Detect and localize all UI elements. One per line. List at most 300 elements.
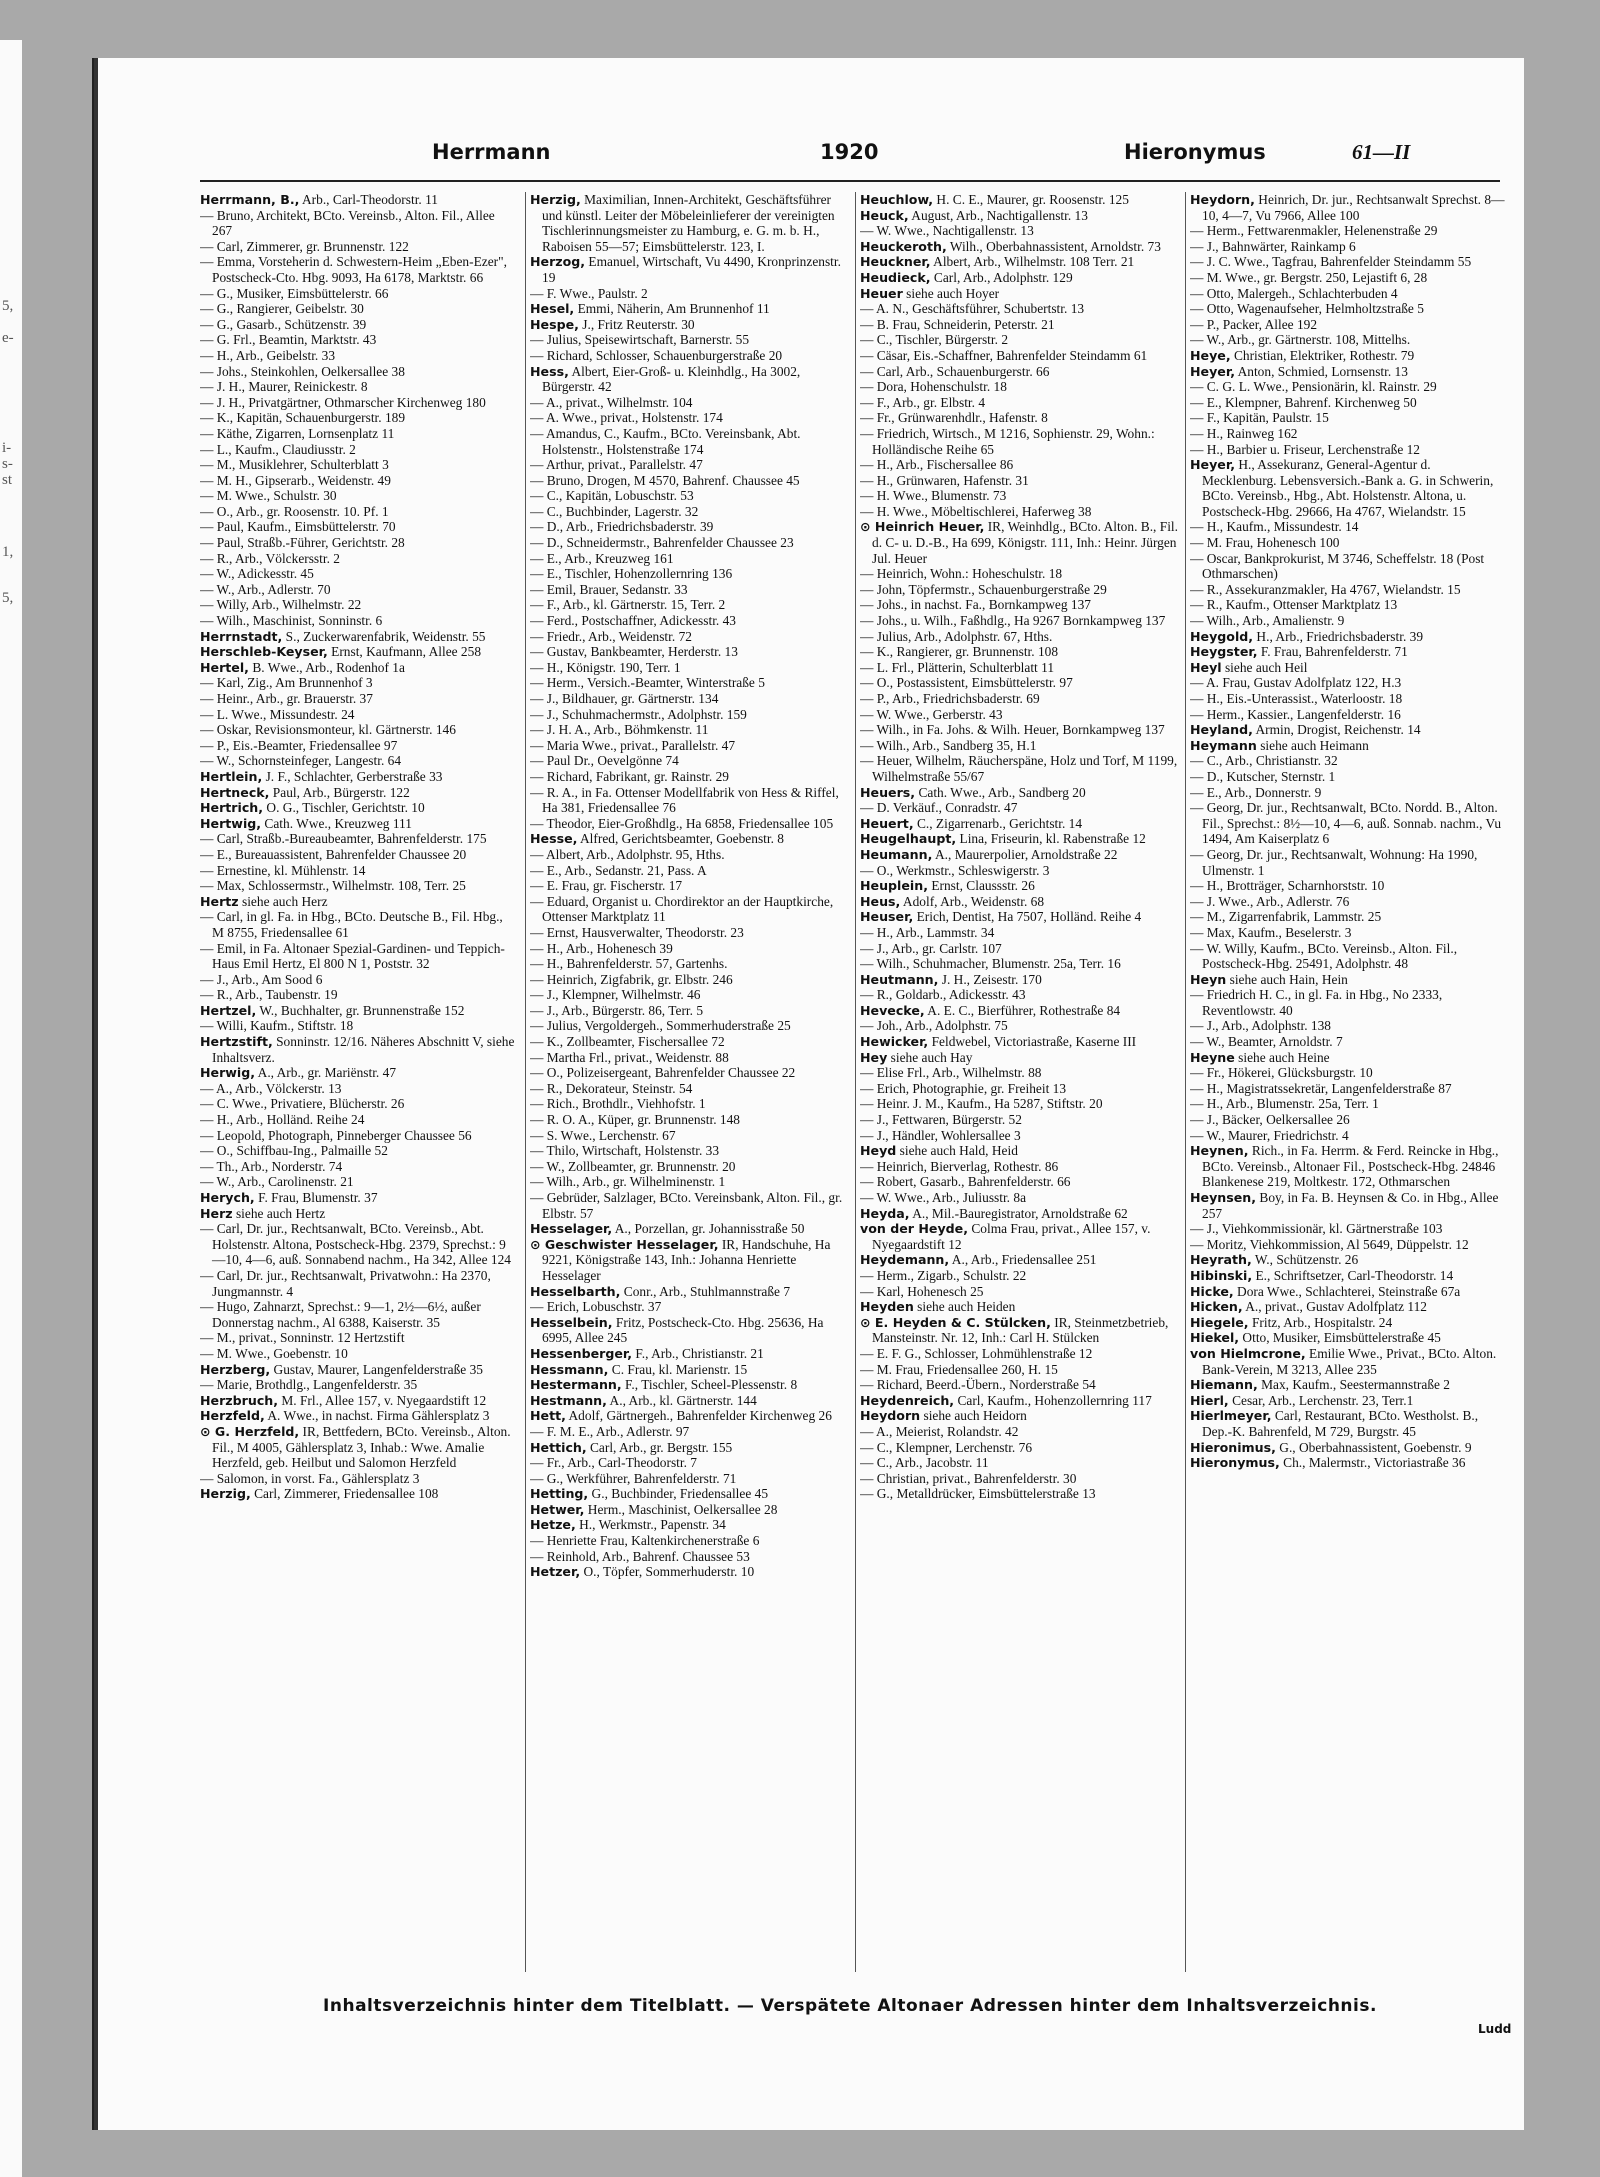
entry-surname: ⊙ Heinrich Heuer,: [860, 519, 985, 535]
entry-details: — Carl, in gl. Fa. in Hbg., BCto. Deutsche B., Fil. Hbg., M 8755, Friedensallee 61: [200, 909, 503, 940]
entry-details: — Johs., in nachst. Fa., Bornkampweg 137: [860, 597, 1091, 613]
directory-entry: [860, 410, 1178, 426]
directory-entry: [860, 254, 1178, 270]
entry-surname: Heumann,: [860, 846, 933, 862]
directory-entry: [1190, 925, 1508, 941]
directory-entry: [1190, 1221, 1508, 1237]
entry-details: H., Assekuranz, General-Agentur d. Mecklenburg. Lebensversich.-Bank a. G. in Schwerin, BCto. Vereinsb., Hbg., Abt. Holstenstr. Altona, u. Postscheck-Hbg. 29666, Ha 4767, Wielandstr. 15: [1202, 457, 1494, 519]
directory-entry: [860, 1315, 1178, 1346]
entry-details: Fritz, Arb., Hospitalstr. 24: [1248, 1314, 1393, 1330]
directory-entry: [530, 878, 848, 894]
directory-entry: [530, 286, 848, 302]
entry-surname: Hessmann,: [530, 1361, 609, 1377]
directory-entry: [860, 660, 1178, 676]
directory-entry: [1190, 1128, 1508, 1144]
entry-surname: Hiegele,: [1190, 1314, 1249, 1330]
directory-entry: [860, 738, 1178, 754]
entry-details: — M. Frau, Hohenesch 100: [1190, 535, 1340, 551]
directory-entry: [530, 1408, 848, 1424]
entry-surname: Herzig,: [530, 192, 581, 207]
directory-entry: [860, 831, 1178, 847]
directory-entry: [860, 286, 1178, 302]
entry-surname: Herrnstadt,: [200, 628, 283, 644]
directory-entry: [860, 909, 1178, 925]
directory-entry: [200, 1471, 518, 1487]
directory-entry: [1190, 707, 1508, 723]
directory-entry: [530, 644, 848, 660]
entry-details: C. Frau, kl. Marienstr. 15: [608, 1361, 748, 1377]
directory-entry: [200, 535, 518, 551]
entry-details: — Th., Arb., Norderstr. 74: [200, 1158, 343, 1174]
entry-details: — Arthur, privat., Parallelstr. 47: [530, 457, 703, 473]
entry-details: W., Buchhalter, gr. Brunnenstraße 152: [256, 1002, 465, 1018]
directory-entry: [530, 1050, 848, 1066]
directory-entry: [1190, 753, 1508, 769]
entry-details: — J., Bildhauer, gr. Gärtnerstr. 134: [530, 691, 719, 706]
directory-entry: [860, 1486, 1178, 1502]
entry-details: — D., Kutscher, Sternstr. 1: [1190, 768, 1336, 784]
entry-details: — P., Arb., Friedrichsbaderstr. 69: [860, 691, 1040, 706]
entry-details: — Georg, Dr. jur., Rechtsanwalt, Wohnung: Ha 1990, Ulmenstr. 1: [1190, 846, 1478, 878]
directory-entry: [1190, 1190, 1508, 1221]
entry-details: — Herm., Zigarb., Schulstr. 22: [860, 1267, 1027, 1283]
directory-entry: [860, 785, 1178, 801]
directory-entry: [1190, 192, 1508, 223]
entry-details: — S. Wwe., Lerchenstr. 67: [530, 1127, 676, 1143]
entry-details: H. C. E., Maurer, gr. Roosenstr. 125: [933, 192, 1129, 207]
entry-details: Adolf, Gärtnergeh., Bahrenfelder Kirchenweg 26: [565, 1408, 832, 1424]
entry-details: — H., Arb., Blumenstr. 25a, Terr. 1: [1190, 1096, 1379, 1112]
entry-details: — W., Maurer, Friedrichstr. 4: [1190, 1127, 1349, 1143]
previous-page-edge: [0, 40, 22, 2177]
entry-details: — J., Fettwaren, Bürgerstr. 52: [860, 1112, 1022, 1128]
entry-details: siehe auch Herz: [238, 893, 328, 909]
directory-entry: [530, 1564, 848, 1580]
directory-entry: [860, 270, 1178, 286]
entry-details: Albert, Eier-Groß- u. Kleinhdlg., Ha 3002, Bürgerstr. 42: [542, 363, 801, 395]
directory-entry: [200, 644, 518, 660]
entry-details: — H. Wwe., Blumenstr. 73: [860, 488, 1007, 504]
directory-entry: [860, 519, 1178, 566]
entry-surname: Hesselager,: [530, 1221, 613, 1237]
entry-surname: ⊙ Geschwister Hesselager,: [530, 1236, 719, 1252]
entry-details: E., Schriftsetzer, Carl-Theodorstr. 14: [1252, 1267, 1454, 1283]
directory-entry: [200, 239, 518, 255]
entry-details: — R. A., in Fa. Ottenser Modellfabrik von Hess & Riffel, Ha 381, Friedensallee 76: [530, 784, 839, 816]
directory-entry: [860, 1362, 1178, 1378]
directory-entry: [530, 1533, 848, 1549]
entry-surname: Hey: [860, 1049, 888, 1065]
entry-details: Maximilian, Innen-Architekt, Geschäftsführer und künstl. Leiter der Möbeleinlieferer der vereinigten Tischlerinnungsmeister zu Hamburg, e. G. m. b. H., Raboisen 55—57; Eimsbüttelerstr. 123, I.: [542, 192, 835, 254]
entry-details: — O., Arb., gr. Roosenstr. 10. Pf. 1: [200, 503, 389, 519]
entry-details: — Wilh., Arb., gr. Wilhelminenstr. 1: [530, 1174, 726, 1190]
directory-entry: [200, 332, 518, 348]
entry-details: — Richard, Beerd.-Übern., Norderstraße 54: [860, 1377, 1096, 1393]
directory-entry: [200, 1112, 518, 1128]
entry-surname: Hieronimus,: [1190, 1439, 1276, 1455]
entry-details: — Henriette Frau, Kaltenkirchenerstraße 6: [530, 1533, 760, 1549]
directory-entry: [860, 1159, 1178, 1175]
entry-details: — M. Wwe., gr. Bergstr. 250, Lejastift 6, 28: [1190, 269, 1428, 285]
entry-details: — C., Arb., Jacobstr. 11: [860, 1455, 989, 1471]
directory-entry: [530, 1128, 848, 1144]
entry-details: Christian, Elektriker, Rothestr. 79: [1230, 347, 1415, 363]
entry-details: — Carl, Arb., Schauenburgerstr. 66: [860, 363, 1050, 379]
entry-surname: Heygster,: [1190, 644, 1258, 660]
directory-entry: [200, 317, 518, 333]
entry-details: — Heinrich, Bierverlag, Rothestr. 86: [860, 1158, 1059, 1174]
entry-details: — Richard, Schlosser, Schauenburgerstraße 20: [530, 347, 783, 363]
entry-surname: Heyda,: [860, 1205, 910, 1221]
entry-details: Alfred, Gerichtsbeamter, Goebenstr. 8: [577, 831, 784, 847]
entry-details: — K., Rangierer, gr. Brunnenstr. 108: [860, 644, 1059, 660]
directory-entry: [860, 1128, 1178, 1144]
entry-details: — H., Arb., Lammstr. 34: [860, 924, 995, 940]
entry-details: — Carl, Straßb.-Bureaubeamter, Bahrenfelderstr. 175: [200, 831, 487, 847]
entry-details: — R., Arb., Völckersstr. 2: [200, 550, 340, 566]
directory-entry: [530, 972, 848, 988]
directory-entry: [1190, 270, 1508, 286]
directory-entry: [860, 364, 1178, 380]
entry-surname: Hiekel,: [1190, 1330, 1240, 1346]
entry-details: siehe auch Hay: [887, 1049, 973, 1065]
directory-entry: [1190, 426, 1508, 442]
entry-surname: Heugelhaupt,: [860, 831, 957, 847]
directory-entry: [530, 1455, 848, 1471]
entry-details: — Moritz, Viehkommission, Al 5649, Düppelstr. 12: [1190, 1236, 1469, 1252]
entry-surname: Herwig,: [200, 1065, 256, 1081]
entry-surname: Hierl,: [1190, 1392, 1229, 1408]
directory-entry: [530, 1440, 848, 1456]
entry-details: — Emma, Vorsteherin d. Schwestern-Heim „Eben-Ezer", Postscheck-Cto. Hbg. 9093, Ha 6178, Marktstr. 66: [200, 254, 507, 285]
directory-entry: [200, 1377, 518, 1393]
entry-surname: Hestmann,: [530, 1392, 607, 1408]
directory-entry: [200, 410, 518, 426]
directory-entry: [860, 722, 1178, 738]
directory-entry: [200, 442, 518, 458]
directory-entry: [860, 629, 1178, 645]
directory-entry: [860, 1455, 1178, 1471]
entry-surname: Hesel,: [530, 301, 575, 317]
directory-entry: [1190, 1018, 1508, 1034]
entry-details: — H., Arb., Holländ. Reihe 24: [200, 1112, 365, 1128]
entry-details: — C., Klempner, Lerchenstr. 76: [860, 1439, 1033, 1455]
entry-details: Wilh., Oberbahnassistent, Arnoldstr. 73: [946, 238, 1161, 254]
entry-details: — Karl, Hohenesch 25: [860, 1283, 984, 1299]
directory-entry: [860, 301, 1178, 317]
entry-details: IR, Bettfedern, BCto. Vereinsb., Alton. Fil., M 4005, Gählersplatz 3, Inhab.: Wwe. Amalie Herzfeld, geb. Heilbut und Salomon Herzfeld: [212, 1423, 511, 1471]
entry-details: — W., Arb., gr. Gärtnerstr. 108, Mittelhs.: [1190, 332, 1411, 348]
directory-entry: [200, 208, 518, 239]
directory-entry: [1190, 364, 1508, 380]
directory-entry: [200, 1486, 518, 1502]
entry-details: — Wilh., Maschinist, Sonninstr. 6: [200, 613, 383, 629]
directory-entry: [1190, 1237, 1508, 1253]
entry-details: — Johs., Steinkohlen, Oelkersallee 38: [200, 363, 405, 379]
entry-details: — A., Arb., Völckerstr. 13: [200, 1080, 342, 1096]
prev-page-mark: 1,: [2, 544, 14, 560]
directory-entry: [200, 551, 518, 567]
directory-entry: [860, 457, 1178, 473]
entry-details: — M. Wwe., Goebenstr. 10: [200, 1345, 348, 1361]
entry-details: Emilie Wwe., Privat., BCto. Alton. Bank-Verein, M 3213, Allee 235: [1202, 1345, 1497, 1377]
directory-entry: [1190, 286, 1508, 302]
entry-details: — R., Arb., Taubenstr. 19: [200, 987, 338, 1003]
directory-entry: [530, 1377, 848, 1393]
entry-details: — J., Klempner, Wilhelmstr. 46: [530, 987, 701, 1003]
directory-entry: [200, 675, 518, 691]
directory-entry: [1190, 1268, 1508, 1284]
directory-entry: [860, 192, 1178, 208]
entry-details: A., Porzellan, gr. Johannisstraße 50: [612, 1221, 805, 1237]
entry-details: — J. H., Privatgärtner, Othmarscher Kirchenweg 180: [200, 394, 486, 410]
directory-entry: [860, 1050, 1178, 1066]
entry-details: — Friedr., Arb., Weidenstr. 72: [530, 628, 692, 644]
directory-entry: [1190, 519, 1508, 535]
entry-details: — Emil, in Fa. Altonaer Spezial-Gardinen- und Teppich-Haus Emil Hertz, El 800 N 1, Poststr. 32: [200, 940, 505, 972]
entry-details: — E., Arb., Sedanstr. 21, Pass. A: [530, 862, 707, 878]
directory-entry: [530, 566, 848, 582]
entry-details: — Joh., Arb., Adolphstr. 75: [860, 1018, 1008, 1034]
entry-details: — D. Verkäuf., Conradstr. 47: [860, 800, 1018, 816]
entry-details: — E. Frau, gr. Fischerstr. 17: [530, 878, 683, 894]
entry-details: — A. Frau, Gustav Adolfplatz 122, H.3: [1190, 675, 1402, 691]
directory-entry: [1190, 1393, 1508, 1409]
entry-details: A., privat., Gustav Adolfplatz 112: [1242, 1299, 1427, 1315]
directory-entry: [530, 894, 848, 925]
directory-entry: [860, 1299, 1178, 1315]
entry-details: siehe auch Heiden: [913, 1299, 1016, 1315]
entry-details: August, Arb., Nachtigallenstr. 13: [908, 207, 1088, 223]
entry-details: — J. Wwe., Arb., Adlerstr. 76: [1190, 893, 1350, 909]
entry-details: — Albert, Arb., Adolphstr. 95, Hths.: [530, 846, 725, 862]
entry-details: — Fr., Hökerei, Glücksburgstr. 10: [1190, 1065, 1373, 1081]
entry-details: — Theodor, Eier-Großhdlg., Ha 6858, Friedensallee 105: [530, 815, 834, 831]
directory-entry: [1190, 1050, 1508, 1066]
entry-details: Conr., Arb., Stuhlmannstraße 7: [620, 1283, 791, 1299]
entry-surname: Heuckner,: [860, 254, 931, 270]
entry-details: siehe auch Heil: [1221, 659, 1308, 675]
entry-details: — Erich, Lobuschstr. 37: [530, 1299, 662, 1315]
directory-entry: [1190, 644, 1508, 660]
entry-surname: Hicken,: [1190, 1299, 1243, 1315]
header-first-name: Herrmann: [432, 140, 551, 164]
entry-details: — C. Wwe., Privatiere, Blücherstr. 26: [200, 1096, 405, 1112]
entry-surname: Heye,: [1190, 347, 1231, 363]
entry-details: — H., Rainweg 162: [1190, 425, 1298, 441]
entry-surname: Hesselbarth,: [530, 1283, 621, 1299]
entry-details: O. G., Tischler, Gerichtstr. 10: [263, 800, 425, 816]
entry-details: — C. G. L. Wwe., Pensionärin, kl. Rainstr. 29: [1190, 379, 1437, 395]
entry-details: — Carl, Dr. jur., Rechtsanwalt, Privatwohn.: Ha 2370, Jungmannstr. 4: [200, 1267, 491, 1299]
directory-entry: [1190, 254, 1508, 270]
entry-details: — J., Viehkommissionär, kl. Gärtnerstraße 103: [1190, 1221, 1443, 1237]
entry-surname: Hierlmeyer,: [1190, 1408, 1272, 1424]
directory-entry: [860, 395, 1178, 411]
entry-details: — W., Beamter, Arnoldstr. 7: [1190, 1034, 1343, 1050]
entry-details: — F., Arb., gr. Elbstr. 4: [860, 394, 986, 410]
entry-details: Max, Kaufm., Seestermannstraße 2: [1257, 1377, 1450, 1393]
entry-details: Fritz, Postscheck-Cto. Hbg. 25636, Ha 6995, Allee 245: [542, 1314, 824, 1346]
directory-entry: [860, 987, 1178, 1003]
directory-entry: [200, 847, 518, 863]
directory-entry: [1190, 1081, 1508, 1097]
directory-entry: [860, 1377, 1178, 1393]
directory-entry: [200, 254, 518, 285]
entry-details: — H., Kaufm., Missundestr. 14: [1190, 519, 1359, 535]
entry-surname: Hetze,: [530, 1517, 576, 1533]
directory-entry: [530, 1486, 848, 1502]
entry-details: — H., Brotträger, Scharnhorststr. 10: [1190, 878, 1385, 894]
entry-details: — Julius, Speisewirtschaft, Barnerstr. 55: [530, 332, 750, 348]
entry-details: — R., Kaufm., Ottenser Marktplatz 13: [1190, 597, 1398, 613]
entry-surname: Heuser,: [860, 909, 914, 925]
directory-entry: [530, 1065, 848, 1081]
directory-entry: [1190, 987, 1508, 1018]
directory-entry: [1190, 457, 1508, 519]
directory-entry: [860, 691, 1178, 707]
directory-entry: [530, 364, 848, 395]
entry-surname: Heyrath,: [1190, 1252, 1252, 1268]
directory-entry: [200, 473, 518, 489]
directory-entry: [1190, 878, 1508, 894]
entry-details: Adolf, Arb., Weidenstr. 68: [900, 893, 1045, 909]
entry-details: — J., Arb., Bürgerstr. 86, Terr. 5: [530, 1002, 704, 1018]
entry-details: — Fr., Arb., Carl-Theodorstr. 7: [530, 1455, 697, 1471]
directory-entry: [860, 582, 1178, 598]
header-rule: [200, 180, 1500, 182]
entry-details: H., Werkmstr., Papenstr. 34: [575, 1517, 726, 1533]
directory-entry: [200, 504, 518, 520]
entry-surname: Hertzstift,: [200, 1034, 273, 1050]
entry-details: — W., Arb., Carolinenstr. 21: [200, 1174, 354, 1190]
directory-entry: [1190, 395, 1508, 411]
entry-details: — Emil, Brauer, Sedanstr. 33: [530, 581, 688, 597]
entry-details: siehe auch Hald, Heid: [896, 1143, 1018, 1159]
directory-entry: [860, 488, 1178, 504]
directory-entry: [860, 941, 1178, 957]
directory-entry: [1190, 894, 1508, 910]
directory-entry: [530, 769, 848, 785]
entry-details: — Salomon, in vorst. Fa., Gählersplatz 3: [200, 1470, 420, 1486]
directory-entry: [860, 878, 1178, 894]
directory-entry: [860, 348, 1178, 364]
entry-surname: Herzfeld,: [200, 1408, 265, 1424]
directory-entry: [1190, 847, 1508, 878]
entry-details: M. Frl., Allee 157, v. Nyegaardstift 12: [278, 1392, 487, 1408]
entry-details: siehe auch Heine: [1234, 1049, 1330, 1065]
entry-details: — M. H., Gipserarb., Weidenstr. 49: [200, 472, 391, 488]
entry-details: — H., Grünwaren, Hafenstr. 31: [860, 472, 1029, 488]
entry-surname: Herzbruch,: [200, 1392, 279, 1408]
directory-entry: [200, 1190, 518, 1206]
directory-entry: [530, 629, 848, 645]
entry-surname: von der Heyde,: [860, 1221, 968, 1237]
entry-details: siehe auch Heimann: [1256, 737, 1369, 753]
entry-details: — D., Arb., Friedrichsbaderstr. 39: [530, 519, 714, 535]
entry-details: — L. Wwe., Missundestr. 24: [200, 706, 355, 722]
directory-entry: [530, 707, 848, 723]
entry-details: — Heinrich, Zigfabrik, gr. Elbstr. 246: [530, 971, 733, 987]
entry-details: G., Oberbahnassistent, Goebenstr. 9: [1275, 1439, 1472, 1455]
directory-entry: [860, 1190, 1178, 1206]
directory-entry: [1190, 1377, 1508, 1393]
entry-surname: Hewicker,: [860, 1034, 929, 1050]
directory-entry: [530, 317, 848, 333]
entry-details: — K., Zollbeamter, Fischersallee 72: [530, 1034, 725, 1050]
entry-details: Lina, Friseurin, kl. Rabenstraße 12: [956, 831, 1146, 847]
directory-entry: [200, 753, 518, 769]
entry-details: — Fr., Grünwarenhdlr., Hafenstr. 8: [860, 410, 1048, 426]
directory-entry: [1190, 223, 1508, 239]
directory-entry: [530, 582, 848, 598]
directory-entry: [860, 644, 1178, 660]
entry-details: — J. H. A., Arb., Böhmkenstr. 11: [530, 722, 709, 738]
entry-details: Ernst, Claussstr. 26: [928, 878, 1035, 894]
directory-entry: [860, 1143, 1178, 1159]
entry-details: Dora Wwe., Schlachterei, Steinstraße 67a: [1233, 1283, 1461, 1299]
entry-surname: Heuers,: [860, 784, 916, 800]
entry-details: Erich, Dentist, Ha 7507, Holländ. Reihe 4: [913, 909, 1142, 925]
directory-entry: [530, 1424, 848, 1440]
entry-details: — C., Kapitän, Lobuschstr. 53: [530, 488, 694, 504]
directory-entry: [1190, 301, 1508, 317]
entry-details: IR, Steinmetzbetrieb, Mansteinstr. Nr. 12, Inh.: Carl H. Stülcken: [872, 1314, 1169, 1346]
entry-details: — Otto, Wagenaufseher, Helmholtzstraße 5: [1190, 301, 1424, 317]
entry-details: F. Frau, Bahrenfelderstr. 71: [1257, 644, 1408, 660]
entry-details: — Wilh., Schuhmacher, Blumenstr. 25a, Terr. 16: [860, 956, 1121, 972]
entry-details: — F., Kapitän, Paulstr. 15: [1190, 410, 1329, 426]
entry-details: — J., Arb., Am Sood 6: [200, 971, 323, 987]
directory-entry: [530, 1517, 848, 1533]
entry-details: F., Arb., Christianstr. 21: [632, 1345, 764, 1361]
entry-details: — E., Tischler, Hohenzollernring 136: [530, 566, 733, 582]
directory-entry: [530, 1315, 848, 1346]
entry-details: — G., Musiker, Eimsbüttelerstr. 66: [200, 285, 389, 301]
entry-details: — Robert, Gasarb., Bahrenfelderstr. 66: [860, 1174, 1071, 1190]
entry-details: — O., Polizeisergeant, Bahrenfelder Chaussee 22: [530, 1065, 796, 1081]
directory-entry: [200, 1408, 518, 1424]
entry-surname: Heyn: [1190, 971, 1227, 987]
entry-details: — Oskar, Revisionsmonteur, kl. Gärtnerstr. 146: [200, 722, 456, 738]
column-divider: [1185, 192, 1186, 1972]
directory-entry: [860, 675, 1178, 691]
entry-details: — Paul Dr., Oevelgönne 74: [530, 753, 679, 769]
directory-entry: [200, 691, 518, 707]
directory-entry: [200, 909, 518, 940]
entry-details: — H., Eis.-Unterassist., Waterloostr. 18: [1190, 691, 1403, 706]
entry-details: — H., Bahrenfelderstr. 57, Gartenhs.: [530, 956, 728, 972]
entry-surname: Hesselbein,: [530, 1314, 613, 1330]
directory-entry: [860, 426, 1178, 457]
directory-entry: [860, 613, 1178, 629]
directory-entry: [860, 863, 1178, 879]
entry-details: — G., Gasarb., Schützenstr. 39: [200, 316, 367, 332]
entry-surname: Hevecke,: [860, 1002, 925, 1018]
entry-details: — E., Klempner, Bahrenf. Kirchenweg 50: [1190, 394, 1417, 410]
entry-details: — W. Wwe., Gerberstr. 43: [860, 706, 1003, 722]
directory-entry: [1190, 972, 1508, 988]
entry-surname: Heymann: [1190, 737, 1257, 753]
entry-surname: Hetwer,: [530, 1501, 585, 1517]
entry-surname: ⊙ G. Herzfeld,: [200, 1423, 300, 1439]
directory-entry: [530, 348, 848, 364]
directory-entry: [530, 473, 848, 489]
directory-entry: [1190, 551, 1508, 582]
directory-entry: [860, 1284, 1178, 1300]
directory-entry: [200, 379, 518, 395]
directory-entry: [200, 348, 518, 364]
